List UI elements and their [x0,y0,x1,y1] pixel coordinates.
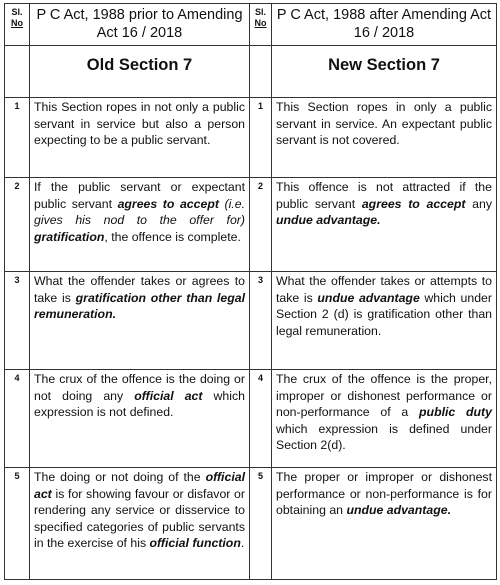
new-provision-text [272,178,497,272]
provision-text-run: The crux of the offence is the proper, improper or dishonest performance or non-performance of a [276,372,492,419]
row-number-left: 1 [5,98,30,178]
provision-text-run: The crux of the offence is the doing or not doing any [34,372,245,403]
provision-text-run: This Section ropes in only a public servant in service. An expectant public servant is not covered. [276,100,492,147]
new-provision-text [272,370,497,468]
provision-text-run: What the offender takes or agrees to take is [34,274,245,305]
sl-label: Sl. [254,7,266,17]
emphasized-term: undue advantage. [346,503,451,517]
provision-text-run: What the offender takes or attempts to take is [276,274,492,305]
row-number-left: 3 [5,272,30,370]
after-act-title: P C Act, 1988 after Amending Act 16 / 2018 [272,4,497,46]
sl-no-header-right [250,4,272,46]
row-number-left: 5 [5,468,30,580]
emphasized-term: agrees to accept [361,196,466,211]
provision-text-run: is for showing favour or disfavor or rendering any service or disservice to specified categories of public servants in the exercise of his [34,486,245,550]
empty-cell [5,46,30,98]
table-row [5,272,497,370]
provision-text-run: This Section ropes in not only a public servant in service but also a person expecting to be a public servant. [34,100,245,147]
provision-text-run: If the public servant or expectant public servant [34,180,245,211]
provision-text-run: any [465,196,492,211]
table-row [5,178,497,272]
provision-text-run: The proper or improper or dishonest performance or non-performance is for obtaining an [276,470,492,517]
emphasized-term: undue advantage. [276,213,381,227]
new-section-heading: New Section 7 [272,46,497,98]
empty-cell [250,46,272,98]
table-row [5,370,497,468]
provision-text-run: The doing or not doing of the [34,470,206,484]
sl-no-header-left [5,4,30,46]
emphasized-term: public duty [419,405,492,419]
old-provision-text [30,468,250,580]
prior-act-title: P C Act, 1988 prior to Amending Act 16 / 2018 [30,4,250,46]
provision-text-run: , the offence is complete. [104,229,241,244]
no-label: No [254,18,267,28]
provision-text-run: which under Section 2 (d) is gratification other than legal remuneration. [276,290,492,338]
provision-text-run: . [240,536,245,550]
old-provision-text [30,178,250,272]
provision-text-run: This offence is not attracted if the public servant [276,180,492,211]
row-number-right: 3 [250,272,272,370]
row-number-left: 2 [5,178,30,272]
sl-label: Sl. [11,7,23,17]
provision-text-run: which expression is not defined. [34,388,245,419]
emphasized-term: undue advantage [317,290,420,305]
emphasized-term: gratification other than legal remuneration. [34,290,245,321]
row-number-left: 4 [5,370,30,468]
new-provision-text [272,272,497,370]
row-number-right: 4 [250,370,272,468]
table-row [5,468,497,580]
provision-text-run: which expression is defined under Section 2(d). [276,421,492,452]
old-provision-text [30,98,250,178]
no-label: No [11,18,23,28]
emphasized-term: official act [134,388,203,403]
title-row [5,4,497,46]
emphasized-term: official function [149,536,241,550]
row-number-right: 5 [250,468,272,580]
emphasized-term: gratification [34,229,105,244]
table-row [5,98,497,178]
new-provision-text [272,98,497,178]
emphasized-term: agrees to accept [117,196,219,211]
new-provision-text [272,468,497,580]
old-provision-text [30,272,250,370]
row-number-right: 2 [250,178,272,272]
emphasized-term: official act [34,470,245,501]
comparison-table [4,3,497,580]
row-number-right: 1 [250,98,272,178]
section-row [5,46,497,98]
old-provision-text [30,370,250,468]
old-section-heading: Old Section 7 [30,46,250,98]
italic-note: (i.e. gives his nod to the offer for) [34,196,245,227]
